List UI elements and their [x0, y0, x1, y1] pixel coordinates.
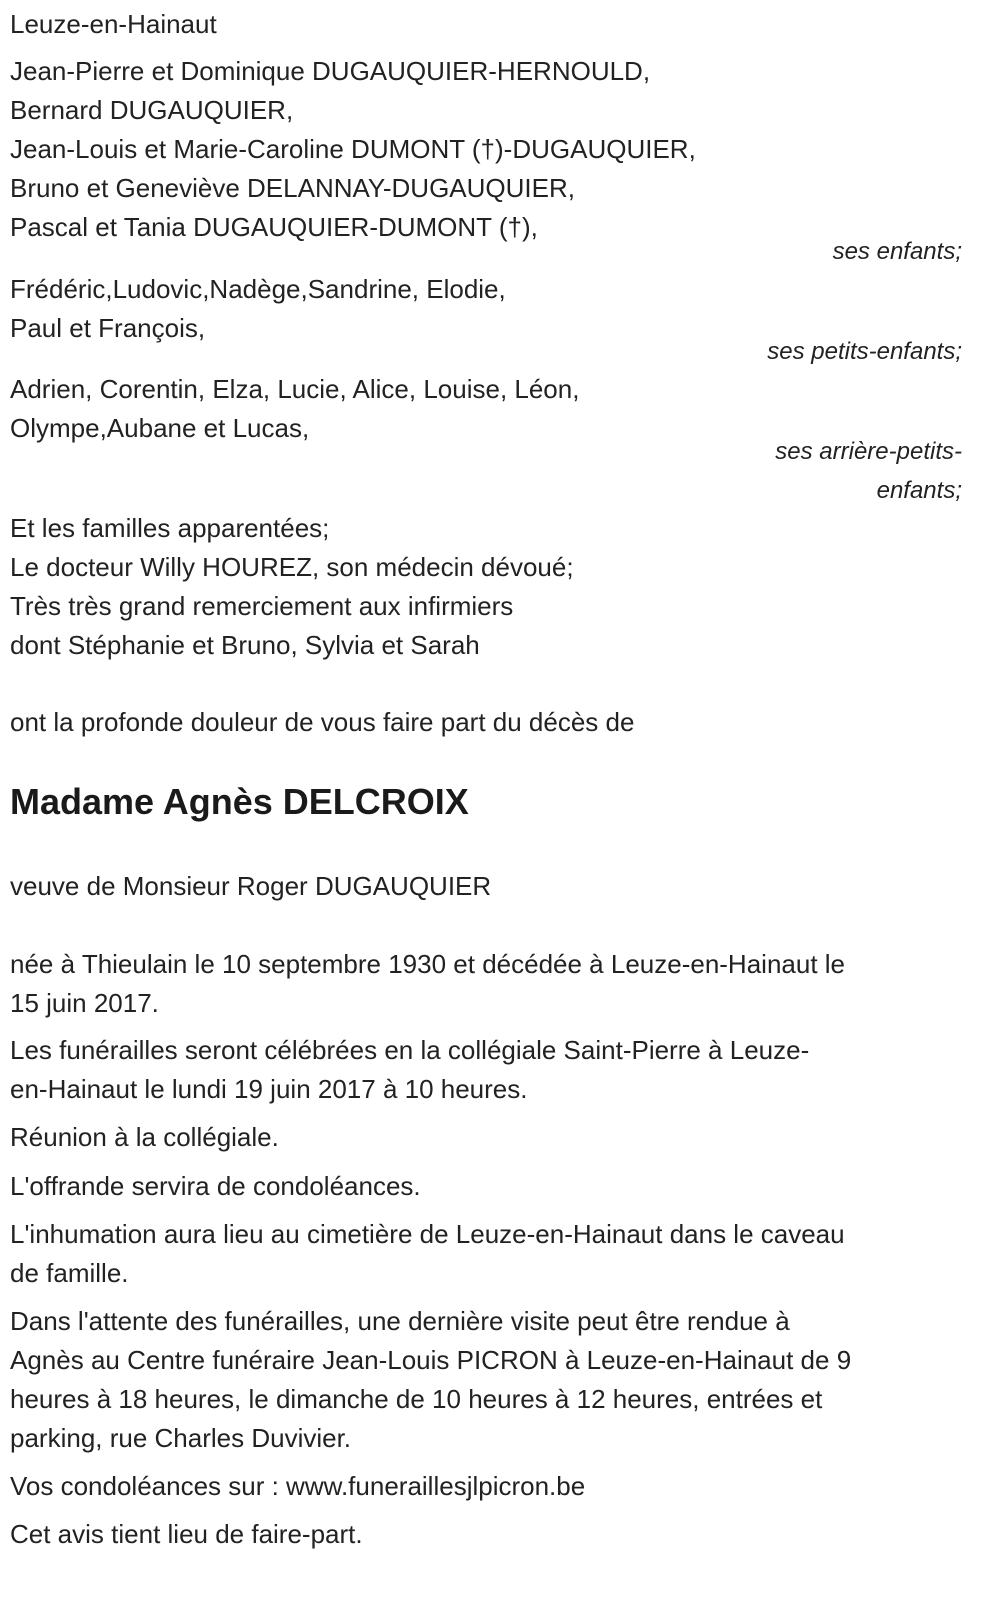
child-line: Jean-Louis et Marie-Caroline DUMONT (†)-DUGAUQUIER, [10, 134, 696, 164]
visit-info: Dans l'attente des funérailles, une dernière visite peut être rendue à Agnès au Centre funéraire Jean-Louis PICRON à Leuze-en-Hainaut de 9 heures à 18 heures, le dimanche de 10 heures à 12 heures, entrées et parking, rue Charles Duvivier. [10, 1306, 852, 1453]
funeral-info: Les funérailles seront célébrées en la collégiale Saint-Pierre à Leuze- en-Hainaut le lundi 19 juin 2017 à 10 heures. [10, 1035, 810, 1104]
children-list [10, 52, 962, 247]
deceased-name: Madame Agnès DELCROIX [10, 781, 469, 822]
other-relations: Et les familles apparentées; Le docteur Willy HOUREZ, son médecin dévoué; Très très grand remerciement aux infirmiers dont Stéphanie et Bruno, Sylvia et Sarah [10, 513, 574, 660]
grandchildren-list: Frédéric,Ludovic,Nadège,Sandrine, Elodie, Paul et François, [10, 274, 506, 343]
announcement: ont la profonde douleur de vous faire part du décès de [10, 707, 635, 737]
great-grandchildren-label: ses arrière-petits- enfants; [775, 438, 962, 504]
notice: Cet avis tient lieu de faire-part. [10, 1519, 363, 1549]
birth-death: née à Thieulain le 10 septembre 1930 et décédée à Leuze-en-Hainaut le 15 juin 2017. [10, 949, 846, 1018]
child-line: Bruno et Geneviève DELANNAY-DUGAUQUIER, [10, 173, 575, 203]
offering: L'offrande servira de condoléances. [10, 1171, 421, 1201]
meeting: Réunion à la collégiale. [10, 1122, 279, 1152]
child-line: Pascal et Tania DUGAUQUIER-DUMONT (†), [10, 212, 538, 242]
grandchildren-label: ses petits-enfants; [767, 338, 962, 365]
widow-of: veuve de Monsieur Roger DUGAUQUIER [10, 871, 492, 901]
children-label: ses enfants; [832, 238, 962, 265]
child-line: Jean-Pierre et Dominique DUGAUQUIER-HERNOULD, [10, 56, 651, 86]
child-line: Bernard DUGAUQUIER, [10, 95, 294, 125]
burial-info: L'inhumation aura lieu au cimetière de Leuze-en-Hainaut dans le caveau de famille. [10, 1219, 845, 1288]
great-grandchildren-list: Adrien, Corentin, Elza, Lucie, Alice, Louise, Léon, Olympe,Aubane et Lucas, [10, 374, 580, 443]
condolences-link[interactable]: Vos condoléances sur : www.funeraillesjlpicron.be [10, 1471, 586, 1501]
location: Leuze-en-Hainaut [10, 9, 217, 39]
